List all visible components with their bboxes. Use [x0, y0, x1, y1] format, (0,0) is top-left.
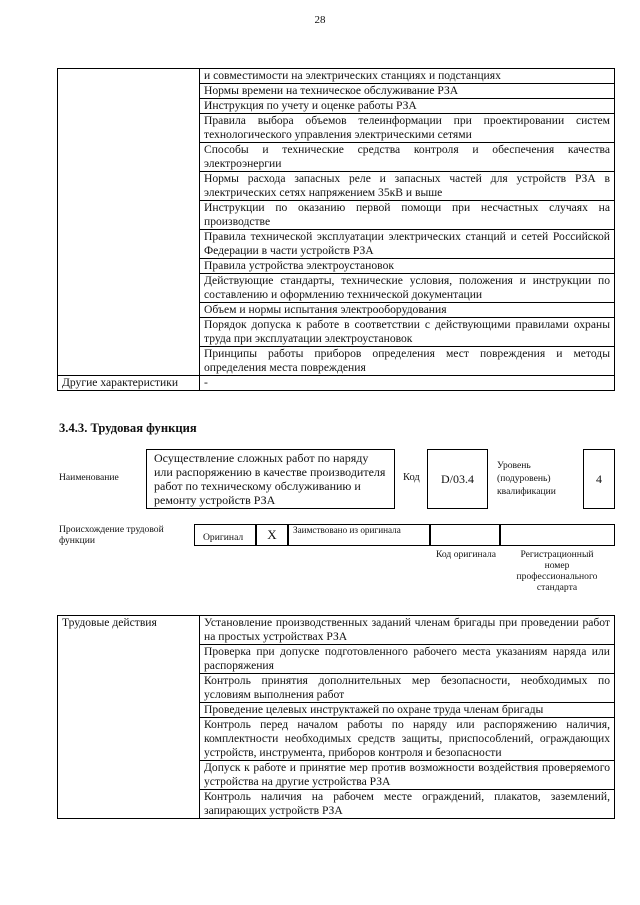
table-row	[58, 616, 615, 645]
table-cell: Инструкции по оказанию первой помощи при несчастных случаях на производстве	[200, 201, 615, 230]
page-number: 28	[314, 14, 326, 26]
original-label: Оригинал	[203, 532, 244, 543]
table-cell: Проведение целевых инструктажей по охране труда членам бригады	[200, 703, 615, 718]
original-mark: X	[256, 524, 288, 546]
name-label: Наименование	[59, 472, 119, 483]
table-cell: Установление производственных заданий членам бригады при проведении работ на простых устройствах РЗА	[200, 616, 615, 645]
table-cell: Действующие стандарты, технические условия, положения и инструкции по составлению и оформлению технической документации	[200, 274, 615, 303]
table-cell: Нормы времени на техническое обслуживание РЗА	[200, 84, 615, 99]
table-cell: Правила технической эксплуатации электрических станций и сетей Российской Федерации в части устройств РЗА	[200, 230, 615, 259]
origin-label: Происхождение трудовой функции	[59, 524, 164, 546]
table-cell: Контроль наличия на рабочем месте ограждений, плакатов, заземлений, запирающих устройств РЗА	[200, 790, 615, 819]
original-code-caption: Код оригинала	[435, 549, 497, 560]
table-cell: Порядок допуска к работе в соответствии с действующими правилами охраны труда при эксплуатации электроустановок	[200, 318, 615, 347]
table-cell: Правила устройства электроустановок	[200, 259, 615, 274]
table-cell: Контроль принятия дополнительных мер безопасности, необходимых по условиям выполнения работ	[200, 674, 615, 703]
table-cell: Проверка при допуске подготовленного рабочего места указаниям наряда или распоряжения	[200, 645, 615, 674]
table-cell: Допуск к работе и принятие мер против возможности воздействия проверяемого устройства на другие устройства РЗА	[200, 761, 615, 790]
table-row	[58, 69, 615, 84]
level-label: Уровень (подуровень) квалификации	[497, 460, 556, 497]
row-label-cell	[58, 69, 200, 376]
table-row	[58, 376, 615, 391]
other-characteristics-label: Другие характеристики	[58, 376, 200, 391]
table-cell: Контроль перед началом работы по наряду или распоряжению наличия, комплектности необходимых средств защиты, приспособлений, ограждающих устройств, инструмента, приборов контроля и безопасности	[200, 718, 615, 761]
level-value-box: 4	[583, 449, 615, 509]
other-characteristics-value: -	[200, 376, 615, 391]
labor-actions-table	[57, 615, 615, 819]
knowledge-table	[57, 68, 615, 391]
reg-number-cell	[500, 524, 615, 546]
labor-actions-label: Трудовые действия	[58, 616, 200, 819]
table-cell: Инструкция по учету и оценке работы РЗА	[200, 99, 615, 114]
table-cell: Способы и технические средства контроля и обеспечения качества электроэнергии	[200, 143, 615, 172]
table-cell: Объем и нормы испытания электрооборудования	[200, 303, 615, 318]
section-heading: 3.4.3. Трудовая функция	[59, 421, 197, 435]
table-cell: и совместимости на электрических станциях и подстанциях	[200, 69, 615, 84]
original-cell	[194, 524, 256, 546]
code-label: Код	[403, 472, 420, 483]
table-cell: Нормы расхода запасных реле и запасных частей для устройств РЗА в электрических сетях напряжением 35кВ и выше	[200, 172, 615, 201]
table-cell: Правила выбора объемов телеинформации при проектировании систем технологического управления электрическими сетями	[200, 114, 615, 143]
origin-row	[194, 524, 615, 546]
reg-number-caption: Регистрационный номер профессионального стандарта	[516, 549, 598, 593]
code-value-box: D/03.4	[427, 449, 488, 509]
original-code-cell	[430, 524, 500, 546]
function-name-box: Осуществление сложных работ по наряду или распоряжению в качестве производителя работ по техническому обслуживанию и ремонту устройств РЗА	[146, 449, 395, 509]
borrowed-cell: Заимствовано из оригинала	[288, 524, 430, 546]
table-cell: Принципы работы приборов определения мест повреждения и методы определения места повреждения	[200, 347, 615, 376]
